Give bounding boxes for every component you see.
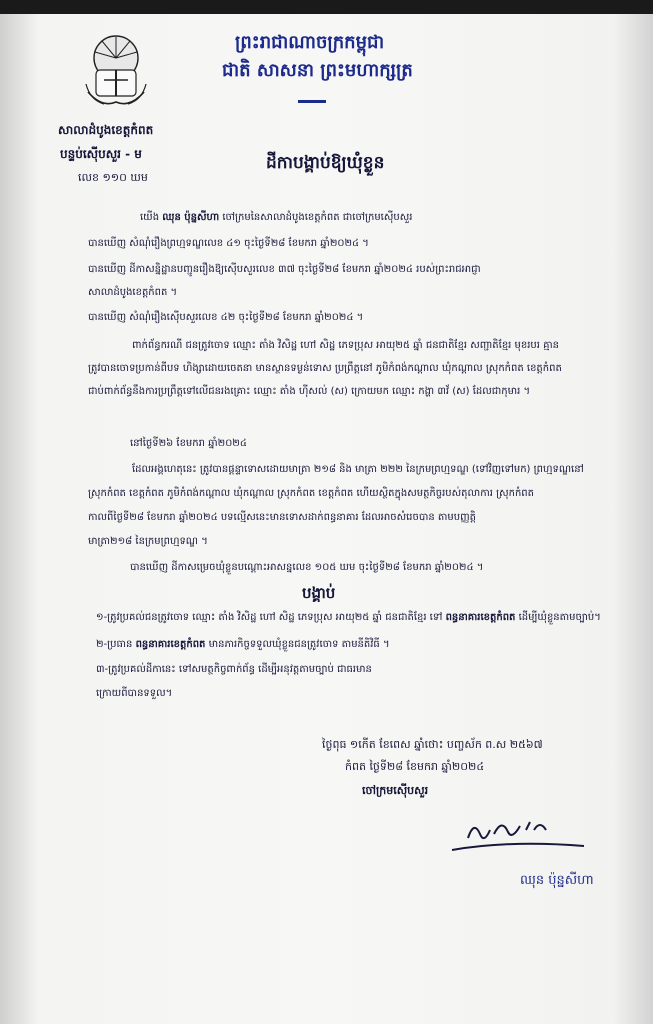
section-title: បង្គាប់ xyxy=(302,584,336,602)
document-title: ដីកាបង្គាប់ឱ្យឃុំខ្លួន xyxy=(266,153,385,173)
paragraph: ពាក់ព័ន្ធករណី ជនត្រូវចោទ ឈ្មោះ តាំង វិសិដ្ឋ ហៅ សិដ្ឋ ភេទប្រុស អាយុ២៥ ឆ្នាំ ជនជាតិខ្មែរ សញ្ជាតិខ្មែរ មុខរបរ គ្មាន xyxy=(132,340,559,351)
signer-title: ចៅក្រមស៊ើបសួរ xyxy=(362,784,429,797)
paragraph: ជាប់ពាក់ព័ន្ធនឹងការប្រព្រឹត្តទៅលើជនរងគ្រោះ ឈ្មោះ តាំង ហ៊ីសល់ (ស) ក្រោយមក ឈ្មោះ កង្ហា ៣វ័ (ស) ដែលជាកុមារ ។ xyxy=(88,386,531,397)
court-name: សាលាដំបូងខេត្តកំពត xyxy=(58,123,154,137)
paragraph-intro: យើង ឈុន ប៉ុន្នសីហា ចៅក្រមនៃសាលាដំបូងខេត្តកំពត ជាចៅក្រមស៊ើបសួរ xyxy=(140,212,413,223)
emphasized-text: ពន្ធនាគារខេត្តកំពត xyxy=(445,612,516,623)
document-date: កំពត ថ្ងៃទី២៨ ខែមករា ឆ្នាំ២០២៤ xyxy=(345,760,485,773)
emphasized-text: ឈុន ប៉ុន្នសីហា xyxy=(162,212,220,223)
kingdom-heading: ព្រះរាជាណាចក្រកម្ពុជា xyxy=(235,32,385,53)
top-dark-edge xyxy=(0,0,653,14)
national-motto: ជាតិ សាសនា ព្រះមហាក្សត្រ xyxy=(222,60,413,81)
paragraph: បានឃើញ សំណុំរឿងស៊ើបសួរលេខ ៤២ ចុះថ្ងៃទី២៨ ខែមករា ឆ្នាំ២០២៤ ។ xyxy=(88,312,364,323)
paragraph: បានឃើញ ដីកាសម្រេចឃុំខ្លួនបណ្តោះអាសន្នលេខ ១០៥ ឃម ចុះថ្ងៃទី២៨ ខែមករា ឆ្នាំ២០២៤ ។ xyxy=(130,562,484,573)
paragraph: ស្រុកកំពត ខេត្តកំពត ភូមិកំពង់កណ្តាល ឃុំកណ្តាល ស្រុកកំពត ខេត្តកំពត ហើយស្ថិតក្នុងសមត្ថកិច្ចរបស់តុលាការ ស្រុកកំពត xyxy=(88,488,534,499)
order-item: ១-ត្រូវប្រគល់ជនត្រូវចោទ ឈ្មោះ តាំង វិសិដ្ឋ ហៅ សិដ្ឋ ភេទប្រុស អាយុ២៥ ឆ្នាំ ជនជាតិខ្មែរ ទៅ ពន្ធនាគារខេត្តកំពត ដើម្បីឃុំខ្លួនតាមច្បាប់។ xyxy=(96,612,601,623)
court-emblem-icon xyxy=(82,32,150,114)
paragraph: សាលាដំបូងខេត្តកំពត ។ xyxy=(88,287,178,298)
paragraph: ត្រូវបានចោទប្រកាន់ពីបទ ហិង្សាដោយចេតនា មានស្ថានទម្ងន់ទោស ប្រព្រឹត្តនៅ ភូមិកំពង់កណ្តាល ឃុំកណ្តាល ស្រុកកំពត ខេត្តកំពត xyxy=(88,363,562,374)
paragraph: កាលពីថ្ងៃទី២៨ ខែមករា ឆ្នាំ២០២៤ បទល្មើសនេះមានទោសដាក់ពន្ធនាគារ ដែលអាចសំរេចបាន តាមបញ្ញត្តិ xyxy=(88,512,476,523)
lunar-date: ថ្ងៃពុធ ១កើត ខែពេស ឆ្នាំថោះ បញ្ចស័ក ព.ស ២៥៦៧ xyxy=(322,738,543,751)
paragraph: នៅថ្ងៃទី២៦ ខែមករា ឆ្នាំ២០២៤ xyxy=(130,438,247,449)
handwritten-signature xyxy=(450,800,590,870)
reference-number: លេខ ១១០ ឃម xyxy=(78,171,148,184)
order-item: ២-ប្រធាន ពន្ធនាគារខេត្តកំពត មានភារកិច្ចទទួលឃុំខ្លួនជនត្រូវចោទ តាមនីតិវិធី ។ xyxy=(96,639,390,650)
order-item: ក្រោយពីបានទទួល។ xyxy=(96,688,173,699)
signer-name: ឈុន ប៉ុន្នសីហា xyxy=(520,873,594,888)
office-name: បន្ទប់ស៊ើបសួរ - ម xyxy=(60,147,142,161)
paragraph: បានឃើញ ដីកាសន្និដ្ឋានបញ្ជូនរឿងឱ្យស៊ើបសួរលេខ ៣៧ ចុះថ្ងៃទី២៨ ខែមករា ឆ្នាំ២០២៤ របស់ព្រះរាជអាជ្ញា xyxy=(88,264,481,275)
paragraph: បានឃើញ សំណុំរឿងព្រហ្មទណ្ឌលេខ ៤១ ចុះថ្ងៃទី២៨ ខែមករា ឆ្នាំ២០២៤ ។ xyxy=(88,238,369,249)
order-item: ៣-ត្រូវប្រគល់ដីកានេះ ទៅសមត្ថកិច្ចពាក់ព័ន្ធ ដើម្បីអនុវត្តតាមច្បាប់ ជាធរមាន xyxy=(96,664,372,675)
paragraph: ដែលអង្គហេតុនេះ ត្រូវបានផ្តន្ទាទោសដោយមាត្រា ២១៨ និង មាត្រា ២២២ នៃក្រមព្រហ្មទណ្ឌ (ទៅវិញទៅមក) ព្រហ្មទណ្ឌនៅ xyxy=(132,464,584,475)
paragraph: មាត្រា២១៨ នៃក្រមព្រហ្មទណ្ឌ ។ xyxy=(88,536,208,547)
heading-separator xyxy=(298,100,326,103)
emphasized-text: ពន្ធនាគារខេត្តកំពត xyxy=(135,639,206,650)
